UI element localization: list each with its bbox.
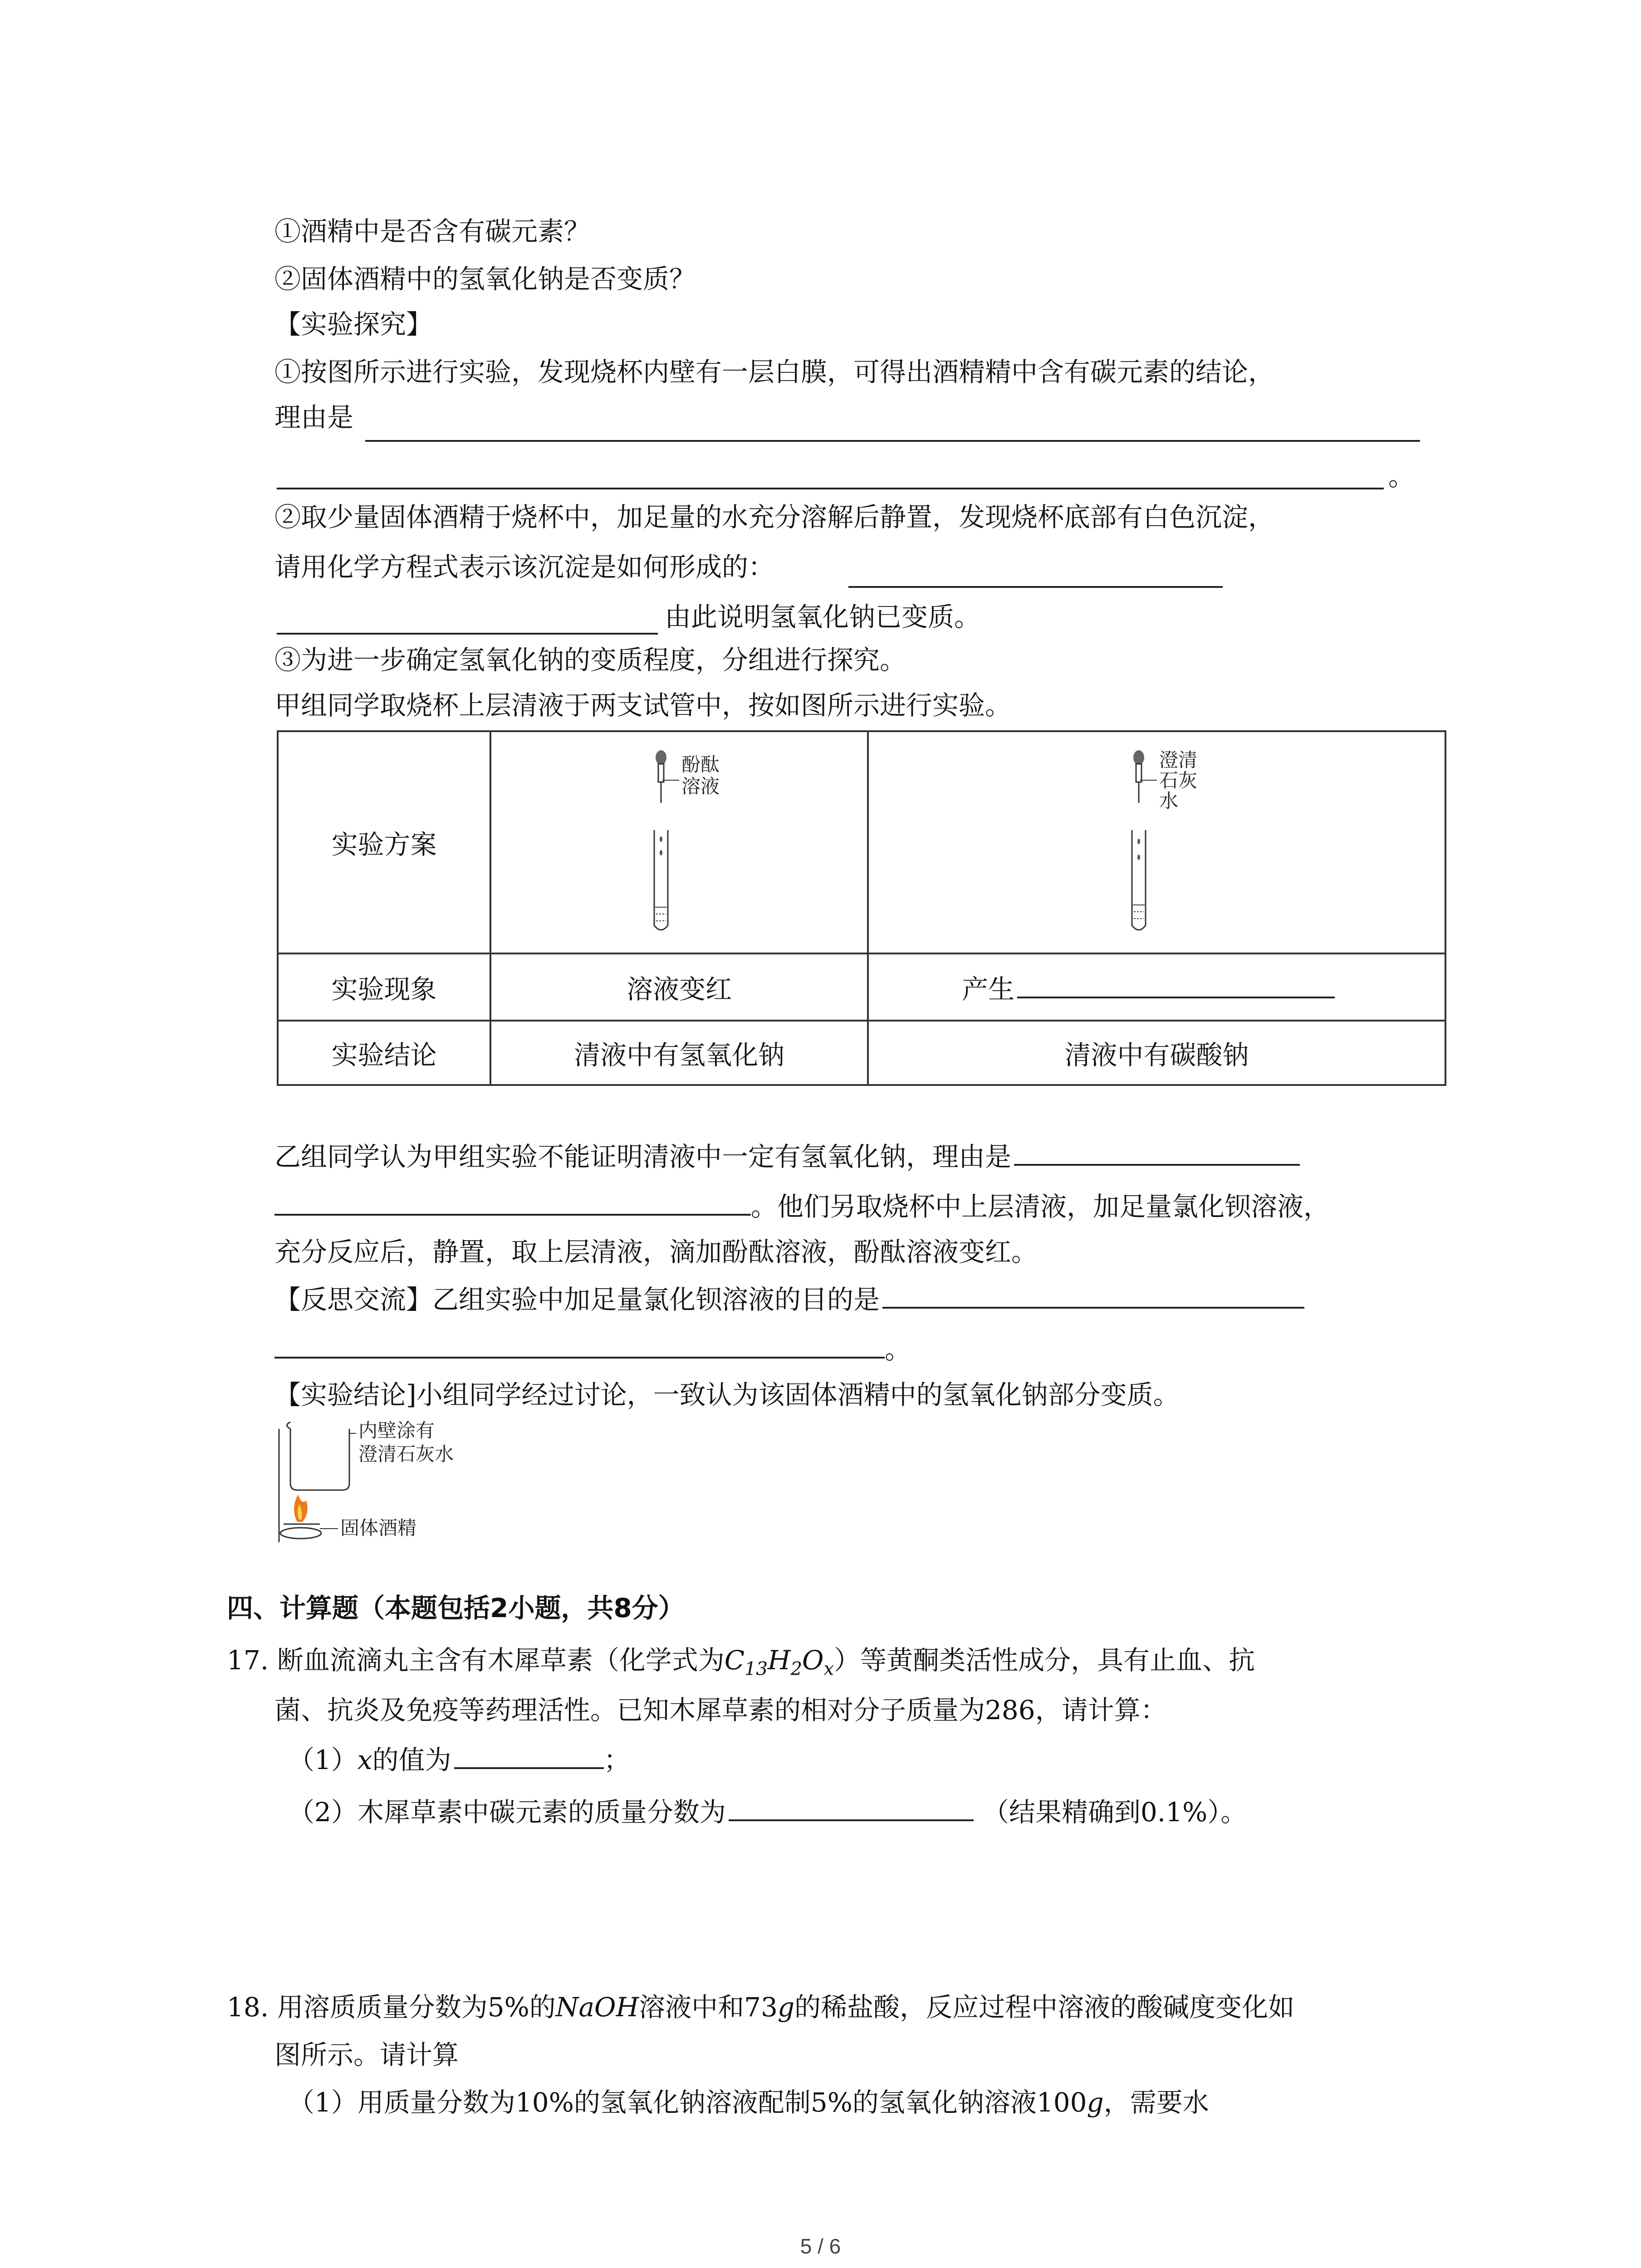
- q18-line1: [227, 1989, 1294, 2025]
- step2-line3: 由此说明氢氧化钠已变质。: [665, 601, 981, 632]
- formula-o: O: [802, 1645, 824, 1676]
- q17-line1-suffix: ）等黄酮类活性成分，具有止血、抗: [834, 1645, 1255, 1676]
- reflection-line1: [274, 1281, 1304, 1318]
- formula-c: C: [724, 1645, 745, 1676]
- step2-equation-label: 请用化学方程式表示该沉淀是如何形成的：: [274, 552, 775, 582]
- test-tube-icon: [1132, 830, 1146, 930]
- dropper-icon: [656, 750, 679, 803]
- cell-conclusion-label: 实验结论: [278, 1021, 490, 1085]
- step1-reason-label: 理由是: [274, 402, 354, 433]
- burner-icon: [280, 1524, 321, 1539]
- q17-number: 17.: [227, 1645, 269, 1676]
- experiment-header: 【实验探究】: [274, 309, 433, 340]
- cell-phenomenon-label: 实验现象: [278, 953, 490, 1021]
- cell-phenomenon-2: [868, 953, 1445, 1021]
- q18-sub1: [288, 2084, 1209, 2121]
- step3-line2: 甲组同学取烧杯上层清液于两支试管中，按如图所示进行实验。: [274, 690, 1012, 721]
- answer-blank-group-b-2[interactable]: [274, 1188, 751, 1216]
- answer-blank-q17-1[interactable]: [454, 1742, 604, 1769]
- group-b-reason-label: 乙组同学认为甲组实验不能证明清液中一定有氢氧化钠，理由是: [274, 1141, 1012, 1172]
- test-tube-icon: [654, 830, 668, 930]
- q18-line1-a: 用溶质质量分数为5%的: [277, 1992, 556, 2023]
- answer-blank-group-b-1[interactable]: [1014, 1139, 1300, 1166]
- q17-line1-prefix: 断血流滴丸主含有木犀草素（化学式为: [277, 1645, 725, 1676]
- group-b-line2: [274, 1188, 1330, 1225]
- dropper-label-limewater-b: 石灰: [1159, 769, 1197, 792]
- table-row-phenomenon: [278, 953, 1445, 1021]
- q17-sub1-suffix: ；: [603, 1745, 630, 1775]
- formula-c-sub: 13: [745, 1658, 768, 1680]
- group-b-line2-text: 。他们另取烧杯中上层清液，加足量氯化钡溶液，: [751, 1191, 1330, 1222]
- reflection-line2: [274, 1331, 911, 1368]
- q18-sub1-unit: g: [1087, 2087, 1104, 2118]
- cell-plan-limewater: [868, 731, 1445, 953]
- q18-line1-b: 溶液中和73: [639, 1992, 778, 2023]
- flame-icon: [294, 1495, 308, 1522]
- q18-sub1-a: （1）用质量分数为10%的氢氧化钠溶液配制5%的氢氧化钠溶液100: [288, 2087, 1087, 2118]
- dropper-label-phenolphthalein-b: 溶液: [681, 775, 720, 797]
- cell-plan-label: 实验方案: [278, 731, 490, 953]
- beaker-label-wall-b: 澄清石灰水: [358, 1443, 454, 1465]
- answer-blank-reflection-1[interactable]: [882, 1281, 1304, 1309]
- beaker-label-wall-a: 内壁涂有: [358, 1419, 435, 1442]
- q17-line1: [227, 1642, 1255, 1687]
- step1-end-mark: 。: [1388, 461, 1415, 492]
- table-row-plan: [278, 731, 1445, 953]
- answer-blank-reason-1[interactable]: [365, 440, 1420, 442]
- q17-sub2: [288, 1794, 1247, 1830]
- formula-h-sub: 2: [790, 1658, 803, 1680]
- answer-blank-reflection-2[interactable]: [274, 1331, 885, 1359]
- q17-formula: [724, 1645, 834, 1680]
- answer-blank-equation-2[interactable]: [277, 633, 658, 635]
- question-naoh: ②固体酒精中的氢氧化钠是否变质？: [274, 264, 696, 294]
- cell-conclusion-1: 清液中有氢氧化钠: [490, 1021, 868, 1085]
- q18-line1-c: 的稀盐酸，反应过程中溶液的酸碱度变化如: [794, 1992, 1295, 2023]
- page-number: 5 / 6: [800, 2234, 841, 2258]
- question-carbon: ①酒精中是否含有碳元素？: [274, 216, 591, 247]
- beaker-over-flame-figure: [274, 1415, 501, 1547]
- q17-sub2-prefix: （2）木犀草素中碳元素的质量分数为: [288, 1797, 726, 1828]
- dropper-icon: [1133, 750, 1157, 803]
- formula-h: H: [768, 1645, 791, 1676]
- experiment-conclusion: 【实验结论]小组同学经过讨论，一致认为该固体酒精中的氢氧化钠部分变质。: [274, 1379, 1180, 1410]
- dropper-label-phenolphthalein-a: 酚酞: [681, 753, 720, 776]
- answer-blank-phenomenon[interactable]: [1017, 971, 1335, 998]
- table-row-conclusion: [278, 1021, 1445, 1085]
- reflection-end-mark: 。: [885, 1334, 911, 1365]
- q18-line2: 图所示。请计算: [274, 2039, 459, 2070]
- q17-line2: 菌、抗炎及免疫等药理活性。已知木犀草素的相对分子质量为286，请计算：: [274, 1695, 1167, 1725]
- group-b-line3: 充分反应后，静置，取上层清液，滴加酚酞溶液，酚酞溶液变红。: [274, 1237, 1038, 1267]
- group-b-line1: [274, 1139, 1300, 1175]
- step3-line1: ③为进一步确定氢氧化钠的变质程度，分组进行探究。: [274, 645, 906, 675]
- dropper-label-limewater-a: 澄清: [1159, 749, 1197, 771]
- step2-line1: ②取少量固体酒精于烧杯中，加足量的水充分溶解后静置，发现烧杯底部有白色沉淀，: [274, 502, 1275, 533]
- cell-conclusion-2: 清液中有碳酸钠: [868, 1021, 1445, 1085]
- step2-line2: [274, 549, 774, 585]
- formula-o-sub: x: [823, 1658, 834, 1680]
- reflection-label: 【反思交流】乙组实验中加足量氯化钡溶液的目的是: [274, 1284, 880, 1315]
- q17-sub1-text: 的值为: [372, 1745, 451, 1775]
- answer-blank-q17-2[interactable]: [729, 1794, 974, 1821]
- experiment-table: [277, 730, 1446, 1086]
- q17-sub1: [288, 1742, 630, 1778]
- phenomenon-2-prefix: 产生: [962, 974, 1015, 1005]
- q17-sub1-var: x: [357, 1745, 372, 1775]
- q17-sub1-prefix: （1）: [288, 1745, 358, 1775]
- answer-blank-reason-2[interactable]: [277, 488, 1384, 489]
- q17-sub2-suffix: （结果精确到0.1%）。: [982, 1797, 1247, 1828]
- q18-unit: g: [777, 1992, 795, 2023]
- section4-heading: 四、计算题（本题包括2小题，共8分）: [227, 1593, 685, 1623]
- dropper-test-tube-phenolphthalein-figure: [611, 739, 747, 939]
- q18-formula: NaOH: [555, 1992, 639, 2023]
- dropper-test-tube-limewater-figure: [1089, 739, 1225, 939]
- q18-number: 18.: [227, 1992, 269, 2023]
- cell-phenomenon-1: 溶液变红: [490, 953, 868, 1021]
- q18-sub1-b: ，需要水: [1103, 2087, 1209, 2118]
- beaker-label-fuel: 固体酒精: [340, 1517, 417, 1539]
- answer-blank-equation-1[interactable]: [848, 586, 1223, 588]
- step1-line1: ①按图所示进行实验，发现烧杯内壁有一层白膜，可得出酒精精中含有碳元素的结论，: [274, 357, 1275, 387]
- dropper-label-limewater-c: 水: [1159, 790, 1178, 812]
- step1-line2: [274, 399, 353, 435]
- cell-plan-phenolphthalein: [490, 731, 868, 953]
